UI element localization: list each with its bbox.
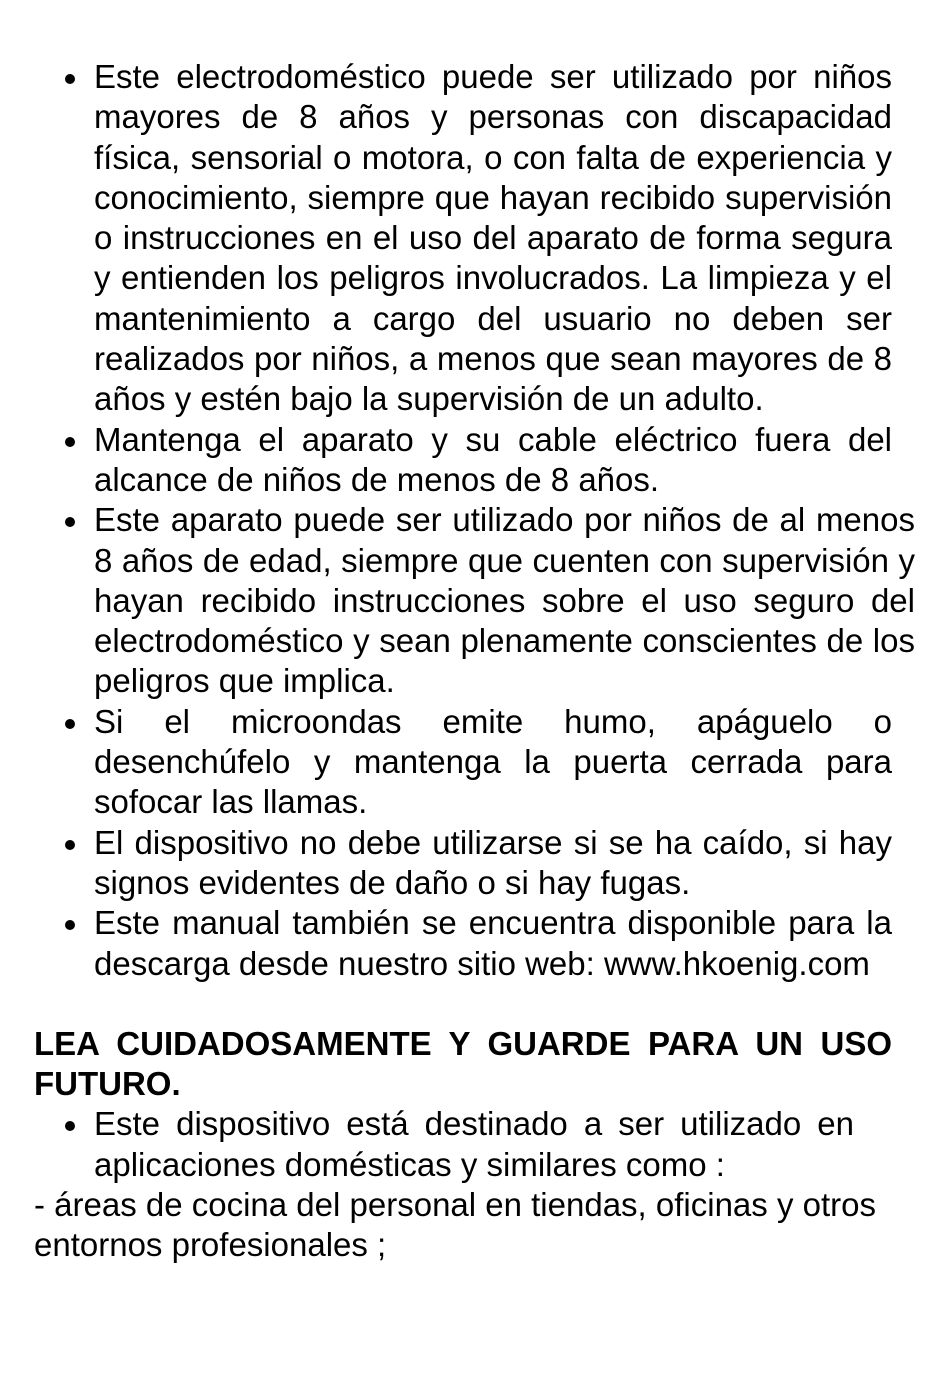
bullet-icon [65,840,75,850]
manual-page [0,57,950,1266]
list-item-text: Este dispositivo está destinado a ser utilizado en aplicaciones domésticas y similares como : [94,1105,854,1183]
list-item-text: Este manual también se encuentra disponible para la descarga desde nuestro sitio web: www.hkoenig.com [94,904,892,982]
list-item-text: Este electrodoméstico puede ser utilizado por niños mayores de 8 años y personas con discapacidad física, sensorial o motora, o con falta de experiencia y conocimiento, siempre que hayan recibido supervisión o instrucciones en el uso del aparato de forma segura y entienden los peligros involucrados. La limpieza y el mantenimiento a cargo del usuario no deben ser realizados por niños, a menos que sean mayores de 8 años y estén bajo la supervisión de un adulto. [94,58,892,418]
list-item [0,500,915,701]
list-item [0,702,892,823]
bullet-icon [65,517,75,527]
section-spacer [0,984,950,1024]
bullet-icon [65,920,75,930]
bullet-icon [65,74,75,84]
list-item [0,57,892,420]
list-item [0,420,892,501]
bullet-icon [65,719,75,729]
bullet-icon [65,1121,75,1131]
list-item [0,1104,854,1185]
list-item-text: Si el microondas emite humo, apáguelo o desenchúfelo y mantenga la puerta cerrada para sofocar las llamas. [94,702,892,821]
section-heading: LEA CUIDADOSAMENTE Y GUARDE PARA UN USO FUTURO. [34,1024,892,1103]
usage-list [0,1104,950,1185]
list-item-text: Este aparato puede ser utilizado por niños de al menos 8 años de edad, siempre que cuenten con supervisión y hayan recibido instrucciones sobre el uso seguro del electrodoméstico y sean plenamente conscientes de los peligros que implica. [94,501,915,700]
safety-notes-list [0,57,950,984]
list-item [0,903,892,984]
list-item-text: Mantenga el aparato y su cable eléctrico fuera del alcance de niños de menos de 8 años. [94,420,892,498]
list-item-text: El dispositivo no debe utilizarse si se ha caído, si hay signos evidentes de daño o si hay fugas. [94,823,892,901]
dash-list-item: - áreas de cocina del personal en tiendas, oficinas y otros entornos profesionales ; [34,1186,876,1264]
list-item [0,823,892,904]
bullet-icon [65,437,75,447]
